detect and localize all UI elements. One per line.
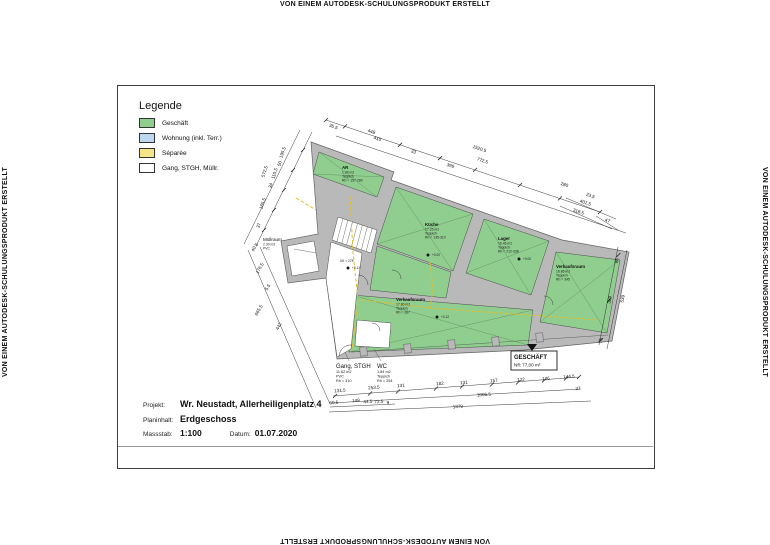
svg-text:Rh = 287: Rh = 287 [396, 310, 410, 315]
projekt-label: Projekt: [143, 402, 166, 409]
dim-label: 195.5 [278, 146, 287, 159]
dim-label: 110.5 [270, 167, 279, 180]
dim-label: 131 [396, 382, 405, 389]
legend-label: Wohnung (inkl. Terr.) [162, 134, 222, 142]
watermark-bottom: VON EINEM AUTODESK-SCHULUNGSPRODUKT ERSTELLT [280, 537, 490, 544]
svg-text:Teppich: Teppich [377, 374, 391, 379]
svg-text:Rh = 135-310: Rh = 135-310 [425, 235, 446, 240]
watermark-left: VON EINEM AUTODESK-SCHULUNGSPRODUKT ERSTELLT [2, 167, 9, 377]
planinhalt-value: Erdgeschoss [180, 413, 237, 424]
svg-text:17.80 m2: 17.80 m2 [396, 302, 411, 307]
room-label: WC [377, 364, 387, 370]
svg-text:Teppich: Teppich [342, 174, 354, 179]
svg-text:+0.00: +0.00 [432, 253, 441, 257]
dim-label: 448 [367, 127, 376, 136]
dim-label: 40.5 [250, 242, 260, 253]
dim-label: 369 [606, 295, 613, 304]
dim-label: 149 [351, 397, 360, 404]
dim-label: 176.5 [254, 262, 265, 275]
svg-text:Rh = 345: Rh = 345 [556, 277, 570, 282]
datum-value: 01.07.2020 [254, 428, 298, 438]
planinhalt-label: Planinhalt: [143, 416, 174, 424]
dim-label: 157 [489, 377, 498, 384]
massstab-label: Massstab: [143, 431, 173, 438]
dim-label: 1520.5 [472, 143, 487, 154]
dim-label: 126 [541, 375, 550, 382]
legend-title: Legende [139, 100, 182, 112]
datum-label: Datum: [229, 431, 251, 438]
svg-text:16.86 m2: 16.86 m2 [556, 269, 571, 274]
room-label: Müllraum [263, 237, 282, 242]
dim-label: 37 [575, 385, 581, 392]
svg-text:PVC: PVC [336, 374, 344, 379]
dim-label: 47 [604, 217, 611, 224]
svg-text:+0.12: +0.12 [441, 315, 450, 319]
dim-label: 131.5 [333, 387, 346, 394]
dim-label: 122 [516, 376, 525, 383]
dim-label: 182 [435, 380, 444, 387]
wall-note: UK = 278 [340, 259, 354, 263]
dim-label: 33 [410, 148, 417, 155]
dim-label: 35.5 [328, 122, 339, 131]
legend-label: Séparée [162, 149, 187, 157]
dim-label: 72.5 [374, 398, 384, 405]
dim-label: 23.5 [585, 191, 596, 200]
svg-text:2.30 m2: 2.30 m2 [263, 242, 276, 247]
watermark-top: VON EINEM AUTODESK-SCHULUNGSPRODUKT ERSTELLT [280, 1, 490, 8]
room-wc [355, 320, 391, 348]
dim-label: 772.5 [476, 156, 489, 165]
legend-label: Geschäft [162, 119, 189, 127]
svg-text:10.46 m2: 10.46 m2 [498, 241, 513, 246]
dim-label: 1379 [452, 403, 464, 410]
svg-text:Teppich: Teppich [396, 306, 408, 311]
svg-text:Teppich: Teppich [498, 245, 510, 250]
svg-text:Teppich: Teppich [425, 231, 437, 236]
dim-label: 37 [255, 222, 262, 229]
watermark-right: VON EINEM AUTODESK-SCHULUNGSPRODUKT ERSTELLT [761, 167, 768, 377]
dim-label: 75 [597, 337, 604, 344]
dim-label: 9 [386, 399, 390, 406]
dim-label: 44.5 [363, 398, 373, 405]
dim-label: 60.5 [329, 399, 339, 406]
dim-label: 1006.5 [476, 391, 492, 398]
dim-label: 442 [274, 321, 283, 331]
legend-label: Gang, STGH, Müllr. [162, 164, 219, 172]
dim-label: 95 [613, 257, 620, 264]
room-label: Küche [425, 222, 439, 227]
dim-label: 410 [373, 134, 382, 143]
dim-label: 665.5 [253, 304, 264, 317]
dim-label: 539 [619, 294, 626, 303]
dim-label: 144.5 [562, 373, 575, 380]
room-label: Verkaufsraum [396, 297, 426, 302]
dim-label: 280 [560, 180, 569, 189]
svg-text:Rh = 157-280: Rh = 157-280 [342, 178, 363, 183]
svg-text:Teppich: Teppich [556, 273, 568, 278]
dim-label: 401.5 [579, 198, 592, 207]
svg-text:+0.12: +0.12 [352, 266, 361, 270]
svg-text:Rh = 254: Rh = 254 [377, 379, 393, 383]
room-label: AR [342, 165, 349, 170]
dim-label: 253.5 [367, 384, 380, 391]
svg-text:Rh = 212-338: Rh = 212-338 [498, 249, 519, 254]
dim-label: 34 [267, 182, 274, 189]
svg-text:1.84 m2: 1.84 m2 [377, 370, 391, 374]
geschaeft-area: Nfl: 77,00 m² [514, 362, 541, 368]
svg-text:PVC: PVC [263, 246, 270, 251]
svg-text:11.62 m2: 11.62 m2 [336, 370, 352, 374]
massstab-value: 1:100 [180, 428, 202, 438]
room-label: Gang, STGH [336, 364, 371, 370]
dim-label: 318.5 [572, 207, 585, 216]
projekt-value: Wr. Neustadt, Allerheiligenplatz 4 [180, 399, 322, 409]
dim-label: 572.5 [260, 165, 269, 178]
dim-label: 131 [459, 379, 468, 386]
dim-label: 50 [276, 160, 283, 167]
svg-text:Rh = 310: Rh = 310 [336, 379, 352, 383]
dim-label: 399 [446, 161, 455, 170]
geschaeft-title: GESCHÄFT [514, 355, 547, 361]
room-muellraum [287, 241, 319, 276]
dim-label: 165.5 [258, 197, 267, 210]
dim-label: 5.5 [263, 283, 272, 292]
room-label: Lager [498, 236, 510, 241]
room-label: Verkaufsraum [556, 264, 586, 269]
svg-text:17.26 m2: 17.26 m2 [425, 227, 440, 232]
svg-text:1.34 m2: 1.34 m2 [342, 170, 355, 175]
svg-text:+0.00: +0.00 [523, 257, 532, 261]
